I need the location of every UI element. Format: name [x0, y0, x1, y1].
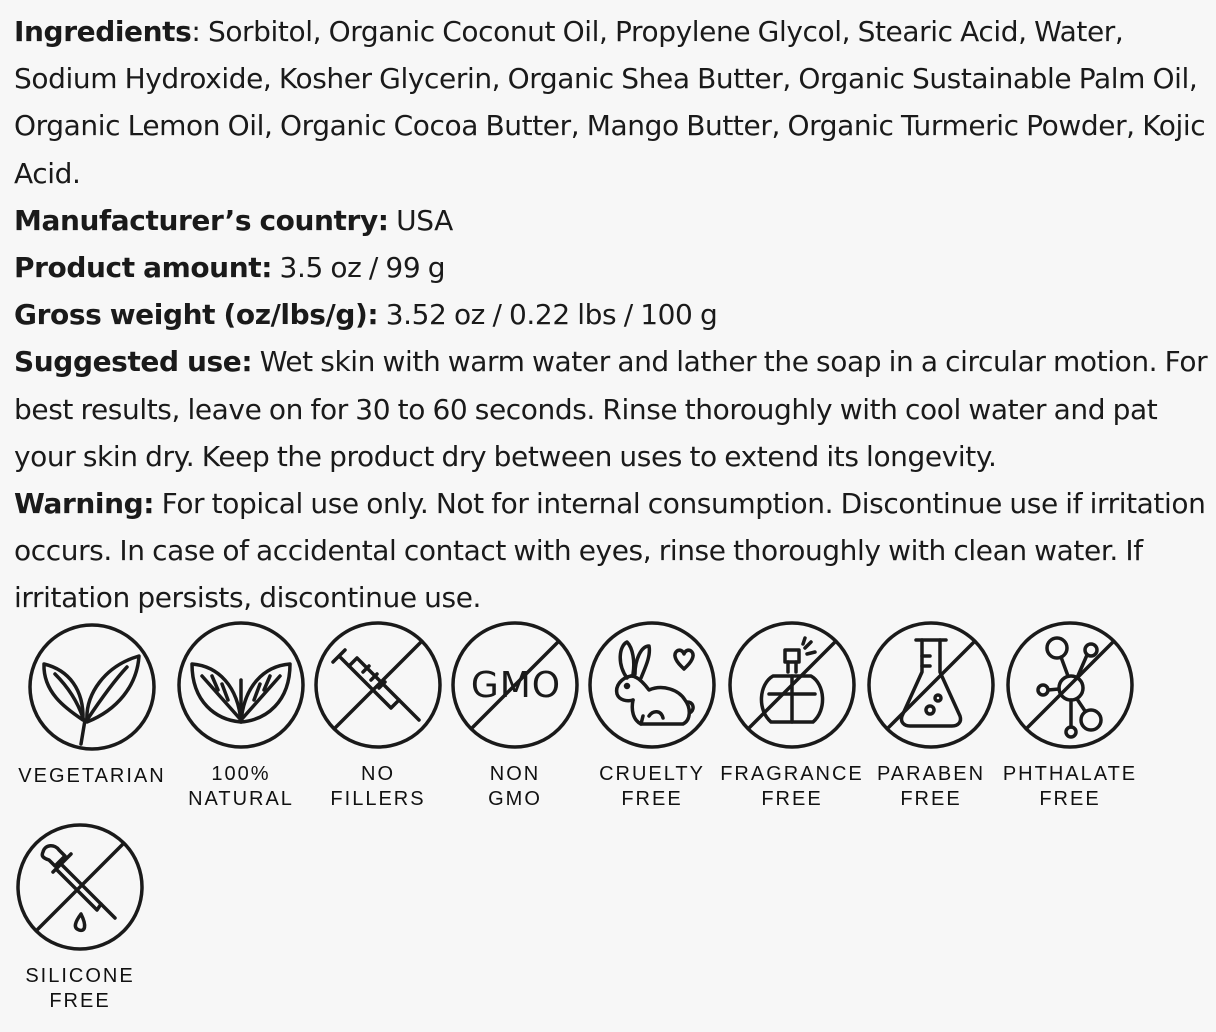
badge-natural — [166, 620, 316, 812]
perfume-crossed-icon — [727, 620, 857, 750]
badge-fragrance-free — [717, 620, 867, 812]
gross-weight-label: Gross weight (oz/lbs/g): — [14, 298, 379, 332]
badge-silicone-free — [5, 822, 155, 1014]
badge-natural-label — [188, 762, 294, 812]
flask-crossed-icon — [866, 620, 996, 750]
badge-cruelty-free-line1: CRUELTY — [599, 763, 705, 785]
badge-cruelty-free — [577, 620, 727, 812]
badge-natural-line2: NATURAL — [188, 788, 294, 810]
badge-vegetarian-line1: VEGETARIAN — [18, 765, 166, 787]
rabbit-icon — [587, 620, 717, 750]
badge-non-gmo-label — [488, 762, 542, 812]
badge-silicone-free-line2: FREE — [49, 990, 111, 1012]
country-label: Manufacturer’s country: — [14, 203, 389, 237]
warning-value: For topical use only. Not for internal consumption. Discontinue use if irritation occurs. In case of accidental contact with eyes, rinse thoroughly with clean water. If irritation persists, discontinue use. — [14, 487, 1206, 615]
badge-paraben-free-line1: PARABEN — [876, 763, 986, 785]
ingredients-value: : Sorbitol, Organic Coconut Oil, Propylene Glycol, Stearic Acid, Water, Sodium Hydroxide, Kosher Glycerin, Organic Shea Butter, Organic Sustainable Palm Oil, Organic Lemon Oil, Organic Cocoa Butter, Mango Butter, Organic Turmeric Powder, Kojic Acid. — [14, 15, 1206, 190]
badge-non-gmo — [440, 620, 590, 812]
gross-weight-value: 3.52 oz / 0.22 lbs / 100 g — [378, 298, 718, 332]
badge-vegetarian — [17, 622, 167, 789]
leaves-icon — [27, 622, 157, 752]
dropper-crossed-icon — [15, 822, 145, 952]
badge-phthalate-free-line1: PHTHALATE — [1002, 763, 1138, 785]
badge-paraben-free-line2: FREE — [900, 788, 962, 810]
badge-vegetarian-label — [18, 764, 165, 789]
badge-silicone-free-line1: SILICONE — [25, 965, 135, 987]
syringe-crossed-icon — [313, 620, 443, 750]
badge-cruelty-free-line2: FREE — [621, 788, 683, 810]
country-value: USA — [388, 203, 453, 237]
badge-non-gmo-line2: GMO — [488, 788, 542, 810]
amount-label: Product amount: — [14, 251, 273, 285]
ingredients-label: Ingredients — [14, 15, 192, 48]
suggested-use-label: Suggested use: — [14, 345, 253, 379]
badge-no-fillers-line1: NO — [361, 763, 395, 785]
amount-value: 3.5 oz / 99 g — [272, 251, 446, 285]
badge-non-gmo-line1: NON — [489, 763, 541, 785]
gmo-icon-text: GMO — [470, 665, 562, 706]
badge-phthalate-free — [995, 620, 1145, 812]
badge-no-fillers — [303, 620, 453, 812]
gmo-crossed-icon — [450, 620, 580, 750]
badge-paraben-free — [856, 620, 1006, 812]
badge-fragrance-free-label — [720, 762, 864, 812]
badge-natural-line1: 100% — [211, 763, 271, 785]
badge-cruelty-free-label — [599, 762, 705, 812]
badge-fragrance-free-line1: FRAGRANCE — [720, 763, 864, 785]
badge-phthalate-free-line2: FREE — [1039, 788, 1101, 810]
badge-paraben-free-label — [877, 762, 985, 812]
badge-silicone-free-label — [25, 964, 134, 1014]
badge-no-fillers-label — [330, 762, 425, 812]
suggested-use-value: Wet skin with warm water and lather the soap in a circular motion. For best results, leave on for 30 to 60 seconds. Rinse thoroughly with cool water and pat your skin dry. Keep the product dry between uses to extend its longevity. — [14, 345, 1208, 473]
molecule-crossed-icon — [1005, 620, 1135, 750]
badge-no-fillers-line2: FILLERS — [330, 788, 426, 810]
leaf-icon — [176, 620, 306, 750]
warning-label: Warning: — [14, 487, 155, 521]
badge-phthalate-free-label — [1003, 762, 1137, 812]
badge-fragrance-free-line2: FREE — [761, 788, 823, 810]
